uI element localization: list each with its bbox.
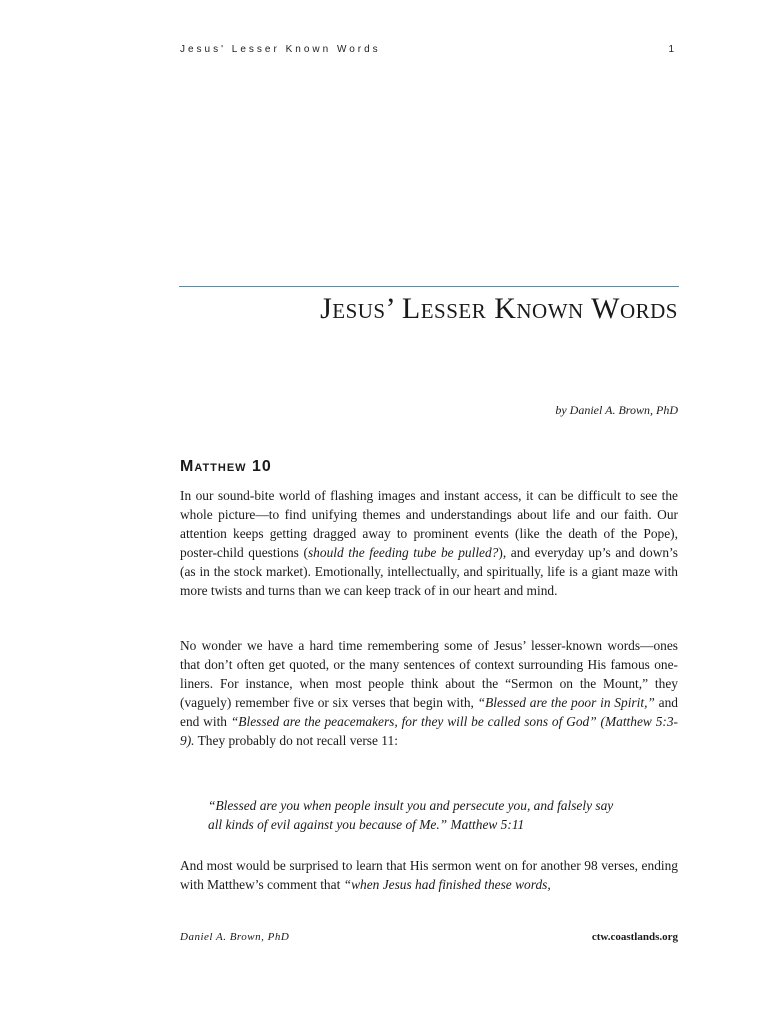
paragraph-3-text-a: And most would be surprised to learn that His sermon went on for another 98 verses, ending with Matthew’s comment that: [180, 858, 678, 892]
page-number: 1: [668, 44, 674, 55]
paragraph-1-italic: should the feeding tube be pulled?: [307, 545, 499, 560]
paragraph-3-italic: “when Jesus had finished these words,: [343, 877, 551, 892]
footer-author: Daniel A. Brown, PhD: [180, 931, 290, 943]
paragraph-2: [180, 636, 678, 750]
paragraph-2-text-c: and end with: [180, 695, 678, 729]
paragraph-2-text-a: No wonder we have a hard time remembering some of Jesus’ lesser-known words—ones that don’t often get quoted, or the many sentences of context surrounding His famous one-liners. For instance, when most people think about the “Sermon on the Mount,” they (vaguely) remember five or six verses that begin with,: [180, 638, 678, 710]
block-quote-line-2: all kinds of evil against you because of Me.” Matthew 5:11: [208, 817, 525, 832]
paragraph-2-text-e: They probably do not recall verse 11:: [194, 733, 398, 748]
running-header-title: Jesus' Lesser Known Words: [180, 44, 381, 55]
section-heading: Matthew 10: [180, 458, 272, 475]
paragraph-1-text-a: In our sound-bite world of flashing images and instant access, it can be difficult to see the whole picture—to find unifying themes and understandings about life and our faith. Our attention keeps getting dragged away to prominent events (like the death of the Pope), poster-child questions (: [180, 488, 678, 560]
block-quote: [208, 796, 668, 834]
paragraph-2-quote-beatitude-1: “Blessed are the poor in Spirit,”: [477, 695, 655, 710]
block-quote-line-1: “Blessed are you when people insult you and persecute you, and falsely say: [208, 798, 614, 813]
paragraph-1: [180, 486, 678, 600]
byline: by Daniel A. Brown, PhD: [555, 403, 678, 417]
paragraph-3: [180, 856, 678, 894]
paragraph-1-text-c: ), and everyday up’s and down’s (as in the stock market). Emotionally, intellectually, and spiritually, life is a giant maze with more twists and turns than we can keep track of in our heart and mind.: [180, 545, 678, 598]
title-rule: [179, 286, 679, 287]
footer-website-link[interactable]: ctw.coastlands.org: [591, 931, 678, 943]
document-title: Jesus’ Lesser Known Words: [320, 292, 678, 325]
paragraph-2-quote-beatitude-2: “Blessed are the peacemakers, for they will be called sons of God” (Matthew 5:3-9).: [180, 714, 678, 748]
